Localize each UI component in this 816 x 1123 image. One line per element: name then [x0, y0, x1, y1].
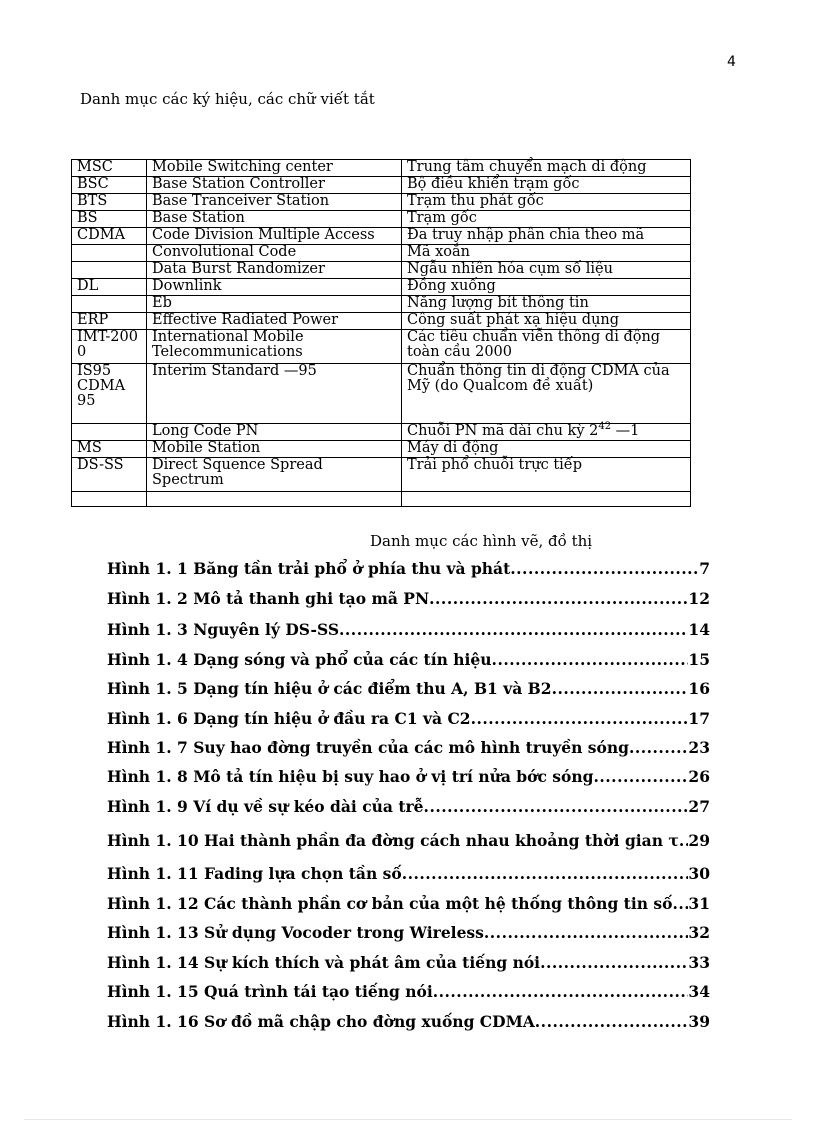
figure-title: Hình 1. 16 Sơ đồ mã chập cho đờng xuống CDMA	[107, 1012, 535, 1031]
figures-heading: Danh mục các hình vẽ, đồ thị	[370, 532, 593, 550]
figure-entry	[107, 1011, 710, 1033]
vietnamese-term-cell: Các tiêu chuẩn viễn thông di động toàn cầu 2000	[402, 330, 691, 364]
figure-entry	[107, 952, 710, 974]
figure-title: Hình 1. 9 Ví dụ về sự kéo dài của trễ	[107, 797, 424, 816]
table-row	[72, 211, 691, 228]
dot-leader	[679, 830, 689, 852]
english-term-cell: Long Code PN	[147, 424, 402, 441]
abbr-cell: IMT-2000	[72, 330, 147, 364]
dot-leader	[672, 893, 688, 915]
english-term-cell: Convolutional Code	[147, 245, 402, 262]
figure-entry	[107, 830, 710, 852]
figure-entry	[107, 678, 710, 700]
figure-page: 33	[688, 953, 710, 972]
table-row	[72, 296, 691, 313]
table-row	[72, 177, 691, 194]
figure-title: Hình 1. 13 Sử dụng Vocoder trong Wireless	[107, 923, 484, 942]
abbr-cell	[72, 424, 147, 441]
table-row	[72, 194, 691, 211]
english-term-cell: Base Station Controller	[147, 177, 402, 194]
figure-title: Hình 1. 5 Dạng tín hiệu ở các điểm thu A, B1 và B2	[107, 679, 552, 698]
abbr-cell	[72, 245, 147, 262]
table-row	[72, 364, 691, 424]
table-row	[72, 424, 691, 441]
dot-leader	[492, 649, 689, 671]
vietnamese-term-cell: Đa truy nhập phân chia theo mã	[402, 228, 691, 245]
figure-entry	[107, 737, 710, 759]
figure-page: 17	[688, 709, 710, 728]
abbr-cell	[72, 492, 147, 507]
figure-entry	[107, 708, 710, 730]
dot-leader	[429, 588, 688, 610]
figure-page: 26	[688, 767, 710, 786]
table-row	[72, 330, 691, 364]
english-term-cell: Direct Squence Spread Spectrum	[147, 458, 402, 492]
figure-page: 29	[688, 831, 710, 850]
dot-leader	[593, 766, 688, 788]
table-row	[72, 228, 691, 245]
vietnamese-term-cell: Chuẩn thông tin di động CDMA của Mỹ (do Qualcom đề xuất)	[402, 364, 691, 424]
figure-page: 14	[688, 620, 710, 639]
english-term-cell: Mobile Switching center	[147, 160, 402, 177]
figure-page: 34	[688, 982, 710, 1001]
figure-title: Hình 1. 1 Băng tần trải phổ ở phía thu và phát	[107, 559, 511, 578]
dot-leader	[484, 922, 689, 944]
figure-title: Hình 1. 2 Mô tả thanh ghi tạo mã PN	[107, 589, 430, 608]
vietnamese-term-cell: Mã xoắn	[402, 245, 691, 262]
english-term-cell: International Mobile Telecommunications	[147, 330, 402, 364]
table-row	[72, 492, 691, 507]
figure-entry	[107, 649, 710, 671]
figure-page: 12	[688, 589, 710, 608]
english-term-cell: Base Station	[147, 211, 402, 228]
english-term-cell: Effective Radiated Power	[147, 313, 402, 330]
exponent: 42	[598, 421, 612, 433]
figure-entry	[107, 619, 710, 641]
figure-page: 23	[688, 738, 710, 757]
vietnamese-term-cell: Trải phổ chuỗi trực tiếp	[402, 458, 691, 492]
vietnamese-term-cell: Trạm thu phát gốc	[402, 194, 691, 211]
english-term-cell: Interim Standard —95	[147, 364, 402, 424]
figure-page: 31	[688, 894, 710, 913]
vietnamese-term-cell: Năng lượng bít thông tin	[402, 296, 691, 313]
page-bottom-rule	[24, 1119, 792, 1120]
abbr-cell: BSC	[72, 177, 147, 194]
figure-title: Hình 1. 6 Dạng tín hiệu ở đầu ra C1 và C2	[107, 709, 471, 728]
dot-leader	[535, 1011, 689, 1033]
vietnamese-term-text: Chuỗi PN mã dài chu kỳ 2	[407, 423, 599, 439]
figure-entry	[107, 558, 710, 580]
figure-page: 30	[688, 864, 710, 883]
figure-entry	[107, 893, 710, 915]
figure-entry	[107, 863, 710, 885]
figure-title: Hình 1. 11 Fading lựa chọn tần số	[107, 864, 402, 883]
abbr-cell	[72, 296, 147, 313]
figure-page: 32	[688, 923, 710, 942]
abbr-cell: BS	[72, 211, 147, 228]
abbr-cell: DS-SS	[72, 458, 147, 492]
figure-page: 27	[688, 797, 710, 816]
dot-leader	[510, 558, 699, 580]
english-term-cell	[147, 492, 402, 507]
figure-title: Hình 1. 4 Dạng sóng và phổ của các tín hiệu	[107, 650, 492, 669]
english-term-cell: Downlink	[147, 279, 402, 296]
table-row	[72, 279, 691, 296]
figure-page: 39	[688, 1012, 710, 1031]
figure-title: Hình 1. 8 Mô tả tín hiệu bị suy hao ở vị trí nửa bớc sóng	[107, 767, 594, 786]
figure-entry	[107, 796, 710, 818]
table-row	[72, 160, 691, 177]
abbr-cell: DL	[72, 279, 147, 296]
figure-title: Hình 1. 10 Hai thành phần đa đờng cách nhau khoảng thời gian τ	[107, 831, 679, 850]
english-term-cell: Mobile Station	[147, 441, 402, 458]
table-row	[72, 262, 691, 279]
dot-leader	[552, 678, 689, 700]
abbr-cell: MSC	[72, 160, 147, 177]
dot-leader	[433, 981, 689, 1003]
abbreviations-table	[71, 159, 691, 507]
page-number: 4	[727, 54, 736, 70]
abbr-cell: ERP	[72, 313, 147, 330]
figure-title: Hình 1. 12 Các thành phần cơ bản của một hệ thống thông tin số	[107, 894, 673, 913]
vietnamese-term-cell: Bộ điều khiển trạm gốc	[402, 177, 691, 194]
vietnamese-term-tail: —1	[611, 423, 640, 439]
abbr-cell: CDMA	[72, 228, 147, 245]
figure-entry	[107, 588, 710, 610]
vietnamese-term-cell: Trạm gốc	[402, 211, 691, 228]
table-row	[72, 441, 691, 458]
figure-entry	[107, 922, 710, 944]
dot-leader	[629, 737, 688, 759]
dot-leader	[471, 708, 689, 730]
figure-title: Hình 1. 7 Suy hao đờng truyền của các mô hình truyền sóng	[107, 738, 629, 757]
figure-page: 7	[699, 559, 710, 578]
figure-title: Hình 1. 3 Nguyên lý DS-SS	[107, 620, 340, 639]
figure-title: Hình 1. 15 Quá trình tái tạo tiếng nói	[107, 982, 433, 1001]
dot-leader	[402, 863, 689, 885]
vietnamese-term-cell: Đồng xuống	[402, 279, 691, 296]
vietnamese-term-cell: Máy di động	[402, 441, 691, 458]
vietnamese-term-cell: Ngẫu nhiên hóa cụm số liệu	[402, 262, 691, 279]
english-term-cell: Eb	[147, 296, 402, 313]
vietnamese-term-cell	[402, 421, 691, 441]
abbreviations-heading: Danh mục các ký hiệu, các chữ viết tắt	[80, 90, 375, 108]
english-term-cell: Data Burst Randomizer	[147, 262, 402, 279]
dot-leader	[540, 952, 688, 974]
figure-title: Hình 1. 14 Sự kích thích và phát âm của tiếng nói	[107, 953, 541, 972]
figure-entry	[107, 981, 710, 1003]
abbr-cell: IS95 CDMA 95	[72, 364, 147, 424]
dot-leader	[424, 796, 689, 818]
figure-page: 15	[688, 650, 710, 669]
dot-leader	[339, 619, 688, 641]
abbr-cell: BTS	[72, 194, 147, 211]
abbr-cell: MS	[72, 441, 147, 458]
table-row	[72, 245, 691, 262]
table-row	[72, 458, 691, 492]
figure-page: 16	[688, 679, 710, 698]
abbr-cell	[72, 262, 147, 279]
figure-entry	[107, 766, 710, 788]
vietnamese-term-cell: Trung tâm chuyển mạch di động	[402, 160, 691, 177]
table-row	[72, 313, 691, 330]
vietnamese-term-cell	[402, 492, 691, 507]
english-term-cell: Code Division Multiple Access	[147, 228, 402, 245]
vietnamese-term-cell: Công suất phát xạ hiệu dụng	[402, 313, 691, 330]
english-term-cell: Base Tranceiver Station	[147, 194, 402, 211]
